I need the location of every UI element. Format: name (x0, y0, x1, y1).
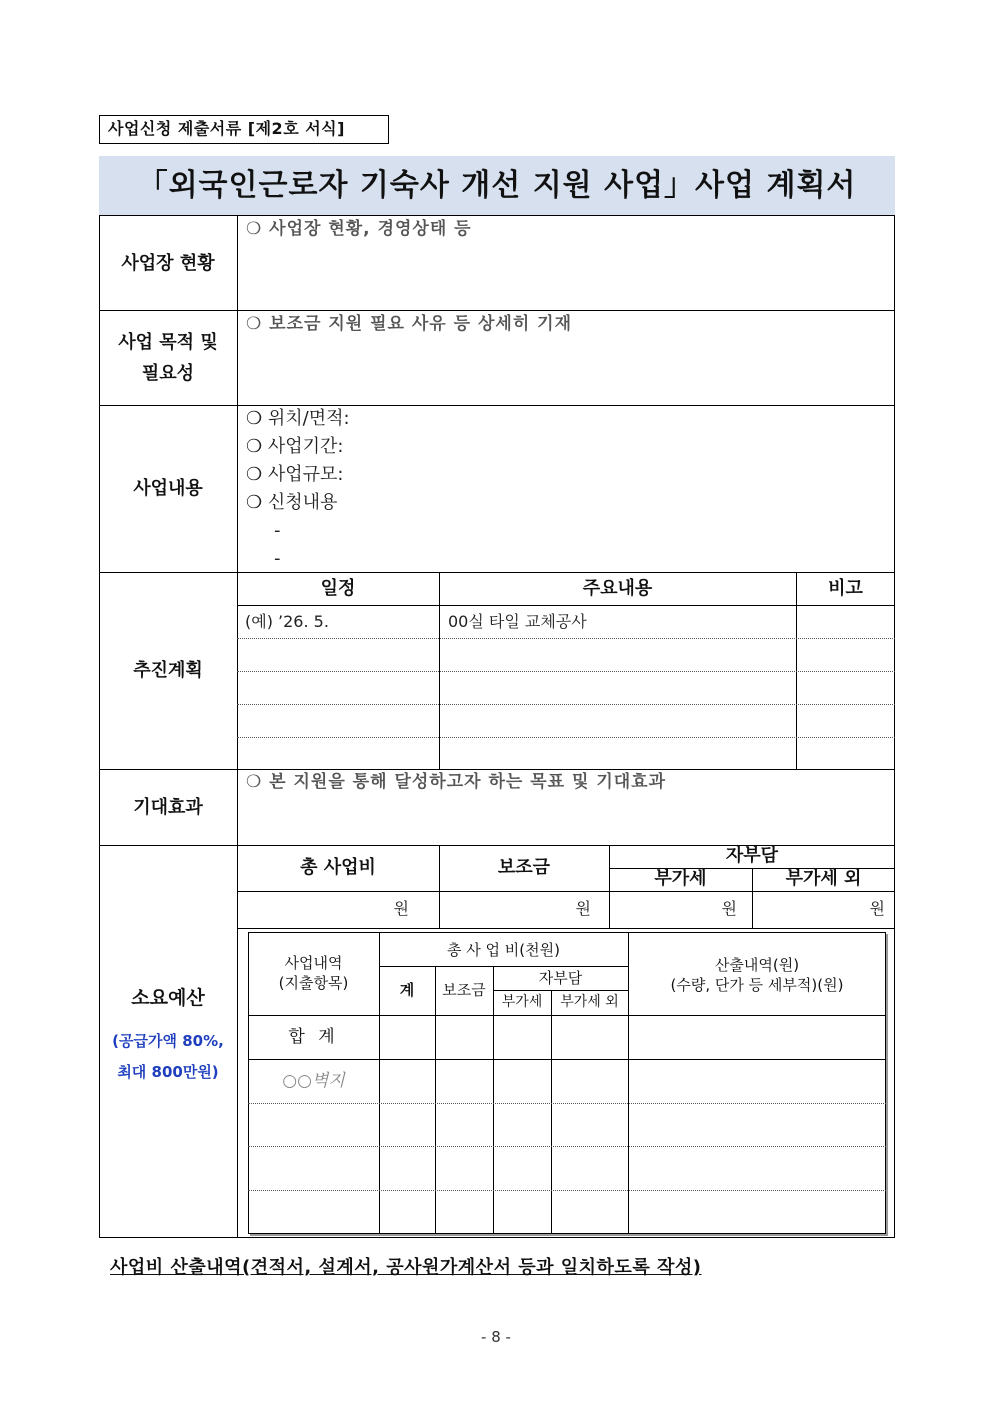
status-label: 사업장 현황 (121, 252, 215, 274)
detail-header-sum: 계 (399, 981, 415, 999)
detail-row-divider (248, 1103, 886, 1104)
detail-row-divider (248, 1146, 886, 1147)
purpose-label: 사업 목적 및 필요성 (118, 331, 218, 384)
label-column-divider (237, 216, 238, 1238)
detail-header-calc: 산출내역(원) (수량, 단가 등 세부적)(원) (670, 956, 844, 994)
status-field[interactable]: ❍ 사업장 현황, 경영상태 등 (246, 219, 472, 239)
detail-row-divider (248, 1190, 886, 1191)
detail-col-divider (551, 990, 552, 1234)
page-number: - 8 - (481, 1328, 511, 1346)
summary-subsidy-unit[interactable]: 원 (575, 899, 591, 918)
summary-non-vat-unit[interactable]: 원 (869, 899, 885, 918)
summary-header-non-vat: 부가세 외 (785, 868, 862, 889)
effect-field[interactable]: ❍ 본 지원을 통해 달성하고자 하는 목표 및 기대효과 (246, 772, 667, 792)
content-field[interactable] (246, 405, 350, 573)
budget-label: 소요예산 (공급가액 80%, 최대 800만원) (99, 960, 237, 1110)
effect-label: 기대효과 (133, 796, 203, 818)
detail-header-self: 자부담 (538, 969, 583, 987)
content-sub-item: - (274, 548, 281, 569)
detail-header-total-cost: 총 사 업 비(천원) (447, 941, 560, 959)
detail-header-vat: 부가세 (501, 994, 543, 1010)
plan-label: 추진계획 (133, 660, 203, 681)
footer-note: 사업비 산출내역(견적서, 설계서, 공사원가계산서 등과 일치하도록 작성) (110, 1257, 702, 1278)
budget-note: (공급가액 80%, (112, 1031, 224, 1050)
content-scale: ❍ 사업규모: (246, 464, 344, 485)
content-request: ❍ 신청내용 (246, 492, 338, 513)
plan-header-content: 주요내용 (582, 578, 653, 599)
plan-header-schedule: 일정 (320, 578, 356, 599)
detail-row-total: 합 계 (288, 1027, 339, 1047)
content-label: 사업내용 (133, 478, 203, 499)
detail-header-subsidy: 보조금 (442, 981, 486, 999)
plan-row-divider (237, 638, 895, 639)
plan-row-divider (237, 704, 895, 705)
plan-row-divider (237, 671, 895, 672)
detail-header-item: 사업내역 (지출항목) (278, 954, 349, 992)
plan-header-note: 비고 (828, 578, 863, 599)
summary-header-total: 총 사업비 (300, 857, 376, 878)
summary-total-unit[interactable]: 원 (393, 899, 409, 918)
page-title: 「외국인근로자 기숙사 개선 지원 사업」사업 계획서 (99, 156, 895, 216)
summary-divider (237, 928, 895, 929)
summary-header-subsidy: 보조금 (497, 857, 551, 878)
content-period: ❍ 사업기간: (246, 436, 344, 457)
summary-vat-unit[interactable]: 원 (721, 899, 737, 918)
plan-row-divider (237, 737, 895, 738)
summary-header-vat: 부가세 (654, 868, 707, 889)
form-label: 사업신청 제출서류 [제2호 서식] (99, 115, 389, 144)
detail-header-non-vat: 부가세 외 (560, 994, 619, 1010)
budget-note: 최대 800만원) (117, 1062, 219, 1081)
plan-row-content[interactable]: 00실 타일 교체공사 (448, 612, 587, 631)
detail-row-item[interactable]: ○○벽지 (282, 1071, 345, 1091)
summary-header-self: 자부담 (725, 845, 779, 866)
purpose-field[interactable]: ❍ 보조금 지원 필요 사유 등 상세히 기재 (246, 314, 572, 334)
content-location: ❍ 위치/면적: (246, 408, 350, 429)
plan-row-schedule[interactable]: (예) ’26. 5. (245, 612, 329, 631)
content-sub-item: - (274, 520, 281, 541)
plan-header-divider (237, 605, 895, 606)
